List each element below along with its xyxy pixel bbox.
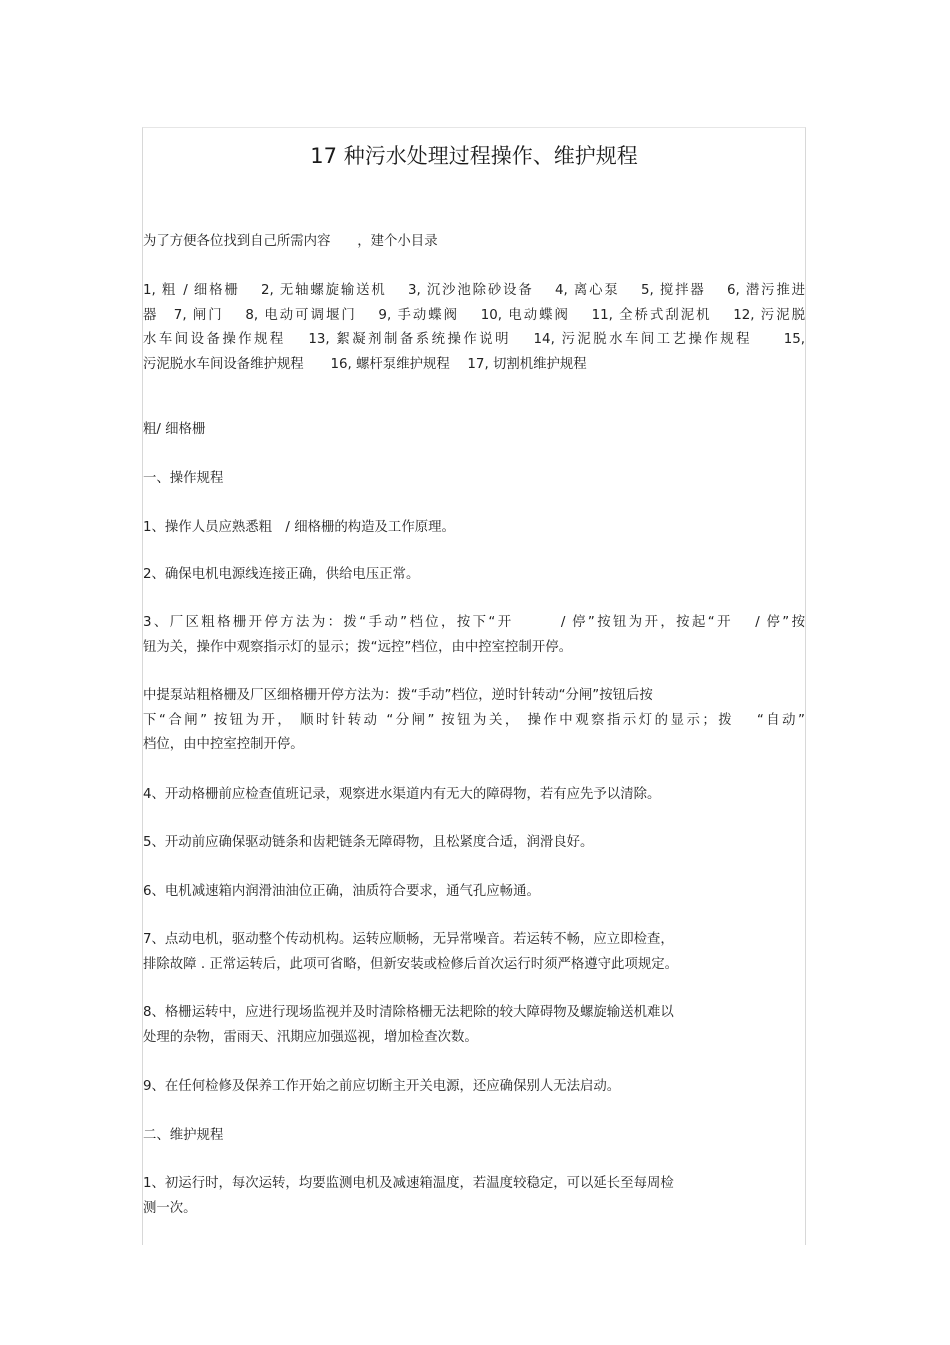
ops-item-7: 7、点动电机，驱动整个传动机构。运转应顺畅，无异常噪音。若运转不畅，应立即检查， 排除故障 . 正常运转后，此项可省略，但新安装或检修后首次运行时须严格遵守此项规定。 <box>143 932 679 972</box>
toc-line: 污泥脱水车间设备维护规程 16, 螺杆泵维护规程 17, 切割机维护规程 <box>143 356 587 372</box>
heading-maintenance: 二、维护规程 <box>143 1128 224 1143</box>
heading-operation: 一、操作规程 <box>143 471 224 486</box>
intro-text: 为了方便各位找到自己所需内容 ，建个小目录 <box>143 234 438 249</box>
ops-item-1: 1、操作人员应熟悉粗 / 细格栅的构造及工作原理。 <box>143 520 455 535</box>
toc-line: 水车间设备操作规程 13, 絮凝剂制备系统操作说明 14, 污泥脱水车间工艺操作规程 15, <box>143 332 805 347</box>
document-title: 17 种污水处理过程操作、维护规程 <box>310 144 638 169</box>
ops-item-6: 6、电机减速箱内润滑油油位正确，油质符合要求，通气孔应畅通。 <box>143 884 540 899</box>
ops-item-3: 3、厂区粗格栅开停方法为：拨“手动”档位，按下“开 / 停”按钮为开，按起“开 / 停”按 钮为关，操作中观察指示灯的显示；拨“远控”档位，由中控室控制开停。 <box>143 615 805 655</box>
table-of-contents <box>143 279 805 377</box>
ops-item-9: 9、在任何检修及保养工作开始之前应切断主开关电源，还应确保别人无法启动。 <box>143 1079 621 1094</box>
toc-line: 器 7, 闸门 8, 电动可调堰门 9, 手动蝶阀 10, 电动蝶阀 11, 全桥式刮泥机 12, 污泥脱 <box>143 307 805 323</box>
maint-item-1: 1、初运行时，每次运转，均要监测电机及减速箱温度，若温度较稳定，可以延长至每周检 测一次。 <box>143 1176 674 1216</box>
ops-item-3b: 中提泵站粗格栅及厂区细格栅开停方法为：拨“手动”档位，逆时针转动“分闸”按钮后按 下“合闸” 按钮为开， 顺时针转动 “分闸” 按钮为关， 操作中观察指示灯的显示；拨 “自动” 档位，由中控室控制开停。 <box>143 688 805 752</box>
ops-item-5: 5、开动前应确保驱动链条和齿耙链条无障碍物，且松紧度合适，润滑良好。 <box>143 835 594 850</box>
ops-item-2: 2、确保电机电源线连接正确，供给电压正常。 <box>143 567 420 582</box>
ops-item-8: 8、格栅运转中，应进行现场监视并及时清除格栅无法耙除的较大障碍物及螺旋输送机难以 处理的杂物，雷雨天、汛期应加强巡视，增加检查次数。 <box>143 1005 674 1045</box>
section-heading-grille: 粗/ 细格栅 <box>143 422 206 437</box>
ops-item-4: 4、开动格栅前应检查值班记录，观察进水渠道内有无大的障碍物，若有应先予以清除。 <box>143 787 661 802</box>
toc-line: 1, 粗 / 细格栅 2, 无轴螺旋输送机 3, 沉沙池除砂设备 4, 离心泵 5, 搅拌器 6, 潜污推进 <box>143 283 805 298</box>
